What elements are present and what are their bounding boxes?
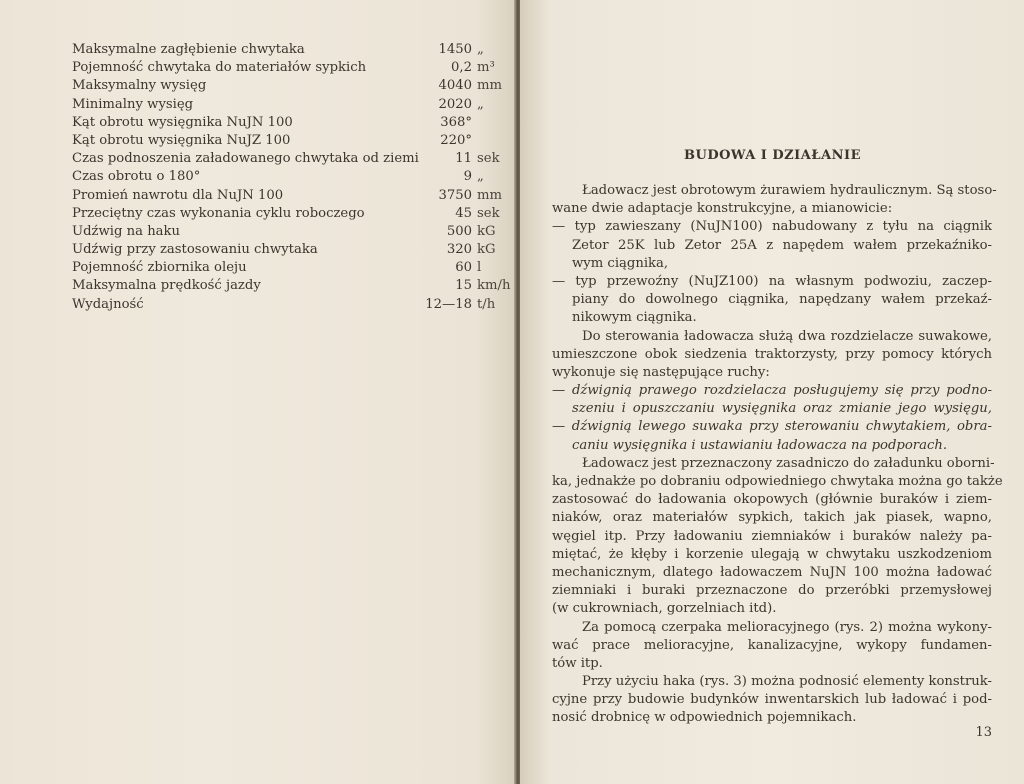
text-line: tów itp. xyxy=(552,655,603,671)
spec-row xyxy=(72,223,516,241)
text-line: wym ciągnika, xyxy=(572,255,669,271)
spec-row xyxy=(72,96,516,114)
spec-label: Kąt obrotu wysięgnika NuJZ 100 xyxy=(72,132,291,148)
spec-value: 320 xyxy=(446,242,472,258)
text-line: Do sterowania ładowacza służą dwa rozdzielacze suwakowe, xyxy=(582,328,992,344)
text-line: niaków, oraz materiałów sypkich, takich jak piasek, wapno, xyxy=(552,510,992,526)
text-line: cyjne przy budowie budynków inwentarskich lub ładować i pod- xyxy=(552,692,992,708)
text-line: wykonuje się następujące ruchy: xyxy=(552,364,770,380)
spec-row xyxy=(72,41,516,59)
spec-value: 3750 xyxy=(438,187,472,203)
spec-label: Czas podnoszenia załadowanego chwytaka od ziemi xyxy=(72,151,419,167)
spec-row xyxy=(72,168,516,186)
text-line: mechanicznym, dlatego ładowaczem NuJN 100 można ładować xyxy=(552,564,992,580)
text-line: Zetor 25K lub Zetor 25A z napędem wałem przekaźniko- xyxy=(572,237,992,253)
spec-row xyxy=(72,277,516,295)
spec-label: Maksymalny wysięg xyxy=(72,78,207,94)
spec-label: Przeciętny czas wykonania cyklu roboczego xyxy=(72,205,365,221)
text-line: wane dwie adaptacje konstrukcyjne, a mianowicie: xyxy=(552,201,893,217)
spec-value: 45 xyxy=(455,205,472,221)
spec-unit: km/h xyxy=(477,278,511,294)
spec-label: Maksymalne zagłębienie chwytaka xyxy=(72,42,305,57)
spec-value: 60 xyxy=(455,260,472,276)
text-line: — typ zawieszany (NuJN100) nabudowany z tyłu na ciągnik xyxy=(552,219,992,235)
text-line: szeniu i opuszczaniu wysięgnika oraz zmianie jego wysięgu, xyxy=(572,401,992,417)
text-line: Ładowacz jest przeznaczony zasadniczo do załadunku oborni- xyxy=(582,455,995,471)
body-text xyxy=(552,182,1003,728)
spec-value: 2020 xyxy=(438,96,472,112)
spec-row xyxy=(72,114,516,132)
spec-unit: kG xyxy=(477,223,496,239)
text-line: zastosować do ładowania okopowych (głównie buraków i ziem- xyxy=(552,492,992,508)
text-line: piany do dowolnego ciągnika, napędzany wałem przekaź- xyxy=(572,292,992,308)
text-line: caniu wysięgnika i ustawianiu ładowacza na podporach. xyxy=(572,437,948,453)
spec-row xyxy=(72,77,516,95)
text-line: wać prace melioracyjne, kanalizacyjne, wykopy fundamen- xyxy=(552,637,992,653)
text-line: ziemniaki i buraki przeznaczone do przeróbki przemysłowej xyxy=(552,583,992,599)
spec-unit: „ xyxy=(477,169,484,185)
spec-value: 500 xyxy=(446,223,472,239)
spec-row xyxy=(72,296,516,314)
spec-value: 368° xyxy=(440,114,472,130)
page-number: 13 xyxy=(975,725,992,740)
text-line: ka, jednakże po dobraniu odpowiedniego chwytaka można go także xyxy=(552,474,1003,489)
text-line: Za pomocą czerpaka melioracyjnego (rys. 2) można wykony- xyxy=(582,619,992,635)
spec-unit: sek xyxy=(477,151,500,167)
spec-row xyxy=(72,59,516,77)
spec-label: Pojemność zbiornika oleju xyxy=(72,260,247,276)
spec-row xyxy=(72,150,516,168)
spec-label: Minimalny wysięg xyxy=(72,96,194,112)
spec-label: Promień nawrotu dla NuJN 100 xyxy=(72,187,284,203)
spec-row xyxy=(72,259,516,277)
spec-unit: kG xyxy=(477,242,496,258)
spec-value: 9 xyxy=(463,169,472,185)
text-line: — dźwignią prawego rozdzielacza posługujemy się przy podno- xyxy=(552,383,992,399)
spec-label: Kąt obrotu wysięgnika NuJN 100 xyxy=(72,114,293,130)
spec-row xyxy=(72,187,516,205)
text-line: umieszczone obok siedzenia traktorzysty, przy pomocy których xyxy=(552,346,992,362)
spec-value: 12—18 xyxy=(425,296,472,312)
text-line: — dźwignią lewego suwaka przy sterowaniu chwytakiem, obra- xyxy=(552,419,992,435)
text-line: — typ przewoźny (NuJZ100) na własnym podwoziu, zaczep- xyxy=(552,273,992,289)
spec-label: Udźwig na haku xyxy=(72,223,181,239)
spec-label: Maksymalna prędkość jazdy xyxy=(72,278,261,294)
spec-unit: „ xyxy=(477,42,484,57)
spec-unit: „ xyxy=(477,96,484,112)
spec-unit: mm xyxy=(477,78,503,94)
spec-label: Udźwig przy zastosowaniu chwytaka xyxy=(72,242,318,258)
spec-unit: m³ xyxy=(477,60,495,76)
spec-value: 15 xyxy=(455,278,472,294)
spec-row xyxy=(72,205,516,223)
spec-value: 11 xyxy=(455,151,472,167)
spec-value: 0,2 xyxy=(451,60,472,76)
specification-table xyxy=(72,41,516,314)
spec-unit: l xyxy=(477,260,482,276)
text-line: (w cukrowniach, gorzelniach itd). xyxy=(552,601,777,617)
right-page xyxy=(520,0,1024,784)
spec-value: 4040 xyxy=(438,78,472,94)
spec-row xyxy=(72,241,516,259)
text-line: Ładowacz jest obrotowym żurawiem hydraulicznym. Są stoso- xyxy=(582,183,997,198)
spec-label: Pojemność chwytaka do materiałów sypkich xyxy=(72,60,367,76)
spec-value: 1450 xyxy=(438,42,472,57)
text-line: Przy użyciu haka (rys. 3) można podnosić elementy konstruk- xyxy=(582,674,992,690)
text-line: nikowym ciągnika. xyxy=(572,310,697,326)
text-line: węgiel itp. Przy ładowaniu ziemniaków i buraków należy pa- xyxy=(552,528,992,544)
text-line: nosić drobnicę w odpowiednich pojemnikach. xyxy=(552,710,857,726)
spec-label: Czas obrotu o 180° xyxy=(72,169,201,185)
section-heading: BUDOWA I DZIAŁANIE xyxy=(684,148,862,163)
spec-unit: t/h xyxy=(477,296,496,312)
spec-row xyxy=(72,132,516,150)
text-line: miętać, że kłęby i korzenie ulegają w chwytaku uszkodzeniom xyxy=(552,546,992,562)
spec-unit: sek xyxy=(477,205,500,221)
spec-unit: mm xyxy=(477,187,503,203)
spec-value: 220° xyxy=(440,132,472,148)
spec-label: Wydajność xyxy=(72,296,144,312)
